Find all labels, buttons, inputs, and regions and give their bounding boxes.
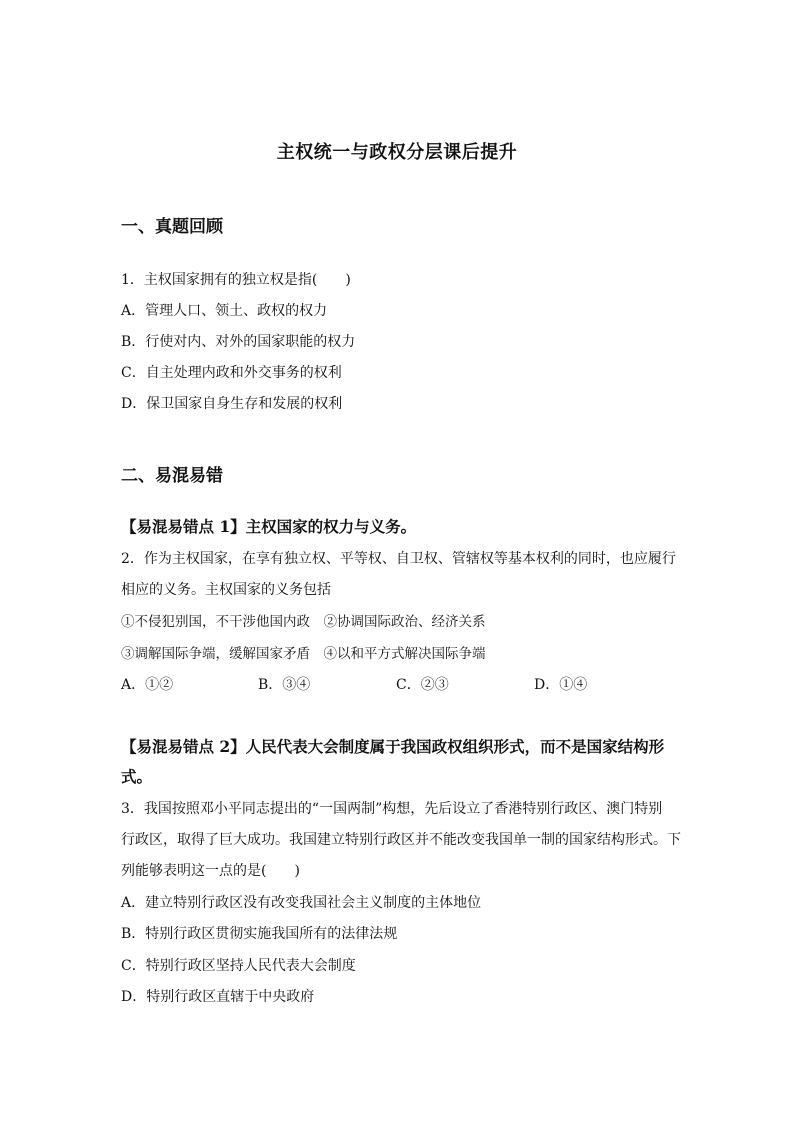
- confusion-point-2-heading-line-1: 【易混易错点 2】人民代表大会制度属于我国政权组织形式，而不是国家结构形: [121, 737, 665, 756]
- confusion-point-1-heading: 【易混易错点 1】主权国家的权力与义务。: [121, 517, 417, 536]
- question-2-option-b: B．③④: [258, 677, 311, 693]
- question-1-option-d: D．保卫国家自身生存和发展的权利: [121, 396, 343, 412]
- question-2-option-d: D．①④: [534, 677, 588, 693]
- question-1-option-a: A．管理人口、领土、政权的权力: [121, 303, 328, 319]
- question-2-option-c: C．②③: [396, 677, 449, 693]
- section-heading-confusion: 二、易混易错: [121, 466, 223, 486]
- question-2-items-line-2: ③调解国际争端，缓解国家矛盾 ④以和平方式解决国际争端: [121, 646, 486, 662]
- question-3-stem-line-2: 行政区，取得了巨大成功。我国建立特别行政区并不能改变我国单一制的国家结构形式。下: [121, 832, 681, 848]
- question-3-option-d: D．特别行政区直辖于中央政府: [121, 989, 315, 1005]
- document-title: 主权统一与政权分层课后提升: [276, 142, 518, 163]
- section-heading-review: 一、真题回顾: [121, 217, 223, 237]
- question-1-option-b: B．行使对内、对外的国家职能的权力: [121, 334, 356, 350]
- question-2-items-line-1: ①不侵犯别国，不干涉他国内政 ②协调国际政治、经济关系: [121, 614, 486, 630]
- question-3-option-a: A．建立特别行政区没有改变我国社会主义制度的主体地位: [121, 895, 482, 911]
- question-3-stem-line-1: 3．我国按照邓小平同志提出的“一国两制”构想，先后设立了香港特别行政区、澳门特别: [121, 801, 663, 817]
- question-3-stem-line-3: 列能够表明这一点的是( ): [121, 863, 300, 879]
- confusion-point-2-heading-line-2: 式。: [121, 767, 153, 786]
- question-3-option-b: B．特别行政区贯彻实施我国所有的法律法规: [121, 926, 398, 942]
- question-3-option-c: C．特别行政区坚持人民代表大会制度: [121, 958, 356, 974]
- question-2-option-a: A．①②: [121, 677, 174, 693]
- question-1-stem: 1．主权国家拥有的独立权是指( ): [121, 272, 351, 288]
- question-2-stem-line-2: 相应的义务。主权国家的义务包括: [121, 582, 331, 598]
- question-1-option-c: C．自主处理内政和外交事务的权利: [121, 365, 342, 381]
- question-2-stem-line-1: 2．作为主权国家，在享有独立权、平等权、自卫权、管辖权等基本权利的同时，也应履行: [121, 551, 676, 567]
